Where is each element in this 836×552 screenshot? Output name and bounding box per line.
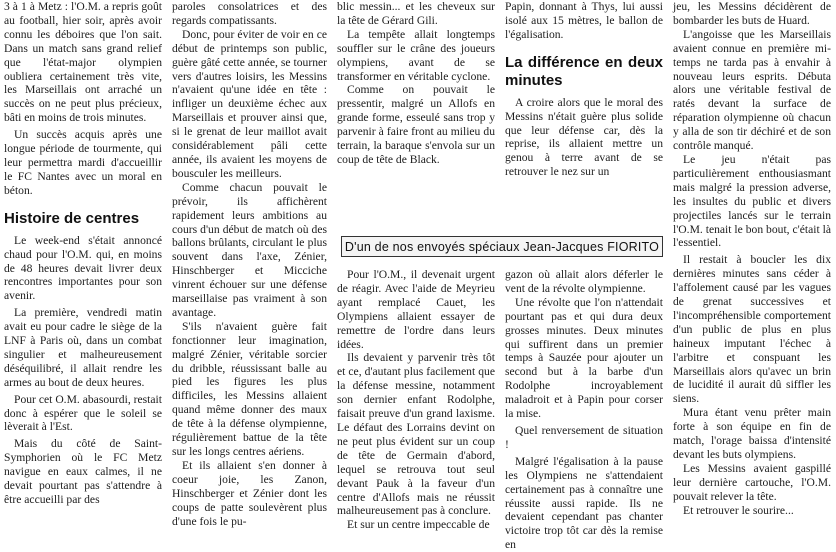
- paragraph: Et retrouver le sourire...: [683, 503, 794, 517]
- paragraph: S'ils n'avaient guère fait fonctionner leur imagination, malgré Zénier, véritable sorcier du dribble, réussissant balle au pied les figures les plus difficiles, les Messins allaient quand même donner des maux de tête à la défense olympienne, régulièrement battue de la tête sur les longs centres aériens.: [172, 319, 327, 458]
- paragraph: blic messin... et les cheveux sur la tête de Gérard Gili.: [337, 0, 495, 27]
- article-column-2: [172, 0, 327, 528]
- paragraph: Et sur un centre impeccable de: [347, 518, 490, 532]
- article-column-3: [337, 0, 495, 167]
- paragraph: paroles consolatrices et des regards compatissants.: [172, 0, 327, 27]
- paragraph: gazon où allait alors déferler le vent de la révolte olympienne.: [505, 268, 663, 295]
- paragraph: Ils devaient y parvenir très tôt et ce, d'autant plus facilement que la défense messine, notamment son dernier enfant Rodolphe, faisait preuve d'un grand laxisme. Le défaut des Lorrains devint on ne peut plus évident sur un coup de tête de Germain d'abord, lequel se retrouva tout seul devant Pauk à la faveur d'un centre d'Allofs mais ne réussit malheureusement pas à conclure.: [337, 351, 495, 518]
- paragraph: Quel renversement de situation !: [505, 423, 663, 451]
- paragraph: jeu, les Messins décidèrent de bombarder les buts de Huard.: [673, 0, 831, 27]
- paragraph: Pour l'O.M., il devenait urgent de réagir. Avec l'aide de Meyrieu ayant remplacé Cauet, les Olympiens allaient essayer de remettre de l'ordre dans leurs idées.: [337, 268, 495, 351]
- paragraph: La première, vendredi matin avait eu pour cadre le siège de la LNF à Paris où, dans un combat singulier et malheureusement déséquilibré, il allait rendre les armes au bout de deux heures.: [4, 306, 162, 389]
- lead-paragraph: 3 à 1 à Metz : l'O.M. a repris goût au football, hier soir, après avoir connu les déboires que l'on sait. Dans un match sans grand relief que l'état-major olympien oubliera certainement très vite, les Marseillais ont arraché un succès on ne peut plus précieux, bâti en moins de trois minutes.: [4, 0, 162, 125]
- paragraph: Il restait à boucler les dix dernières minutes sans céder à l'affolement causé par les vagues de grenat successives et l'incompréhensible comportement d'un public de plus en plus haineux imputant l'échec à l'arbitre et conspuant les Marseillais alors qu'avec un brin de lucidité il aurait dû siffler les siens.: [673, 253, 831, 406]
- paragraph: Pour cet O.M. abasourdi, restait donc à espérer que le soleil se lèverait à l'Est.: [4, 392, 162, 434]
- paragraph: Et ils allaient s'en donner à coeur joie, les Zanon, Hinschberger et Zénier dont les coups de patte soulevèrent plus d'une fois le pu-: [172, 458, 327, 528]
- section-heading: La différence en deux minutes: [505, 53, 663, 89]
- paragraph: Donc, pour éviter de voir en ce début de printemps son public, guère gâté cette année, se tourner vers d'autres loisirs, les Messins n'avaient qu'une idée en tête : infliger un deuxième échec aux Marseillais et prouver ainsi que, si le grenat de leur maillot avait considérablement pâli cette année, ils avaient les moyens de bousculer les meilleurs.: [172, 27, 327, 180]
- article-column-4: [505, 0, 663, 179]
- paragraph: Une révolte que l'on n'attendait pourtant pas et qui dura deux grosses minutes. Deux minutes qui suffirent dans un premier temps à Sauzée pour ajouter un second but à la barbe d'un Rodolphe incroyablement maladroit et à Papin pour corser la mise.: [505, 295, 663, 421]
- paragraph: La tempête allait longtemps souffler sur le crâne des joueurs olympiens, avant de se transformer en véritable cyclone.: [337, 27, 495, 83]
- article-column-1: [4, 0, 162, 507]
- paragraph: Le week-end s'était annoncé chaud pour l'O.M. qui, en moins de 48 heures devait livrer deux rencontres importantes pour son avenir.: [4, 233, 162, 303]
- paragraph: Malgré l'égalisation à la pause les Olympiens ne s'attendaient certainement pas à connaître une réussite aussi rapide. Ils ne devaient cependant pas chanter victoire trop tôt car dès la remise en: [505, 454, 663, 552]
- paragraph: Le jeu n'était pas particulièrement enthousiasmant mais malgré la pression adverse, les insultes du public et divers projectiles lancés sur le terrain l'O.M. tenait le bon bout, c'était là l'essentiel.: [673, 152, 831, 250]
- paragraph: A croire alors que le moral des Messins n'était guère plus solide que leur défense car, dès la reprise, ils allaient mettre un genou à terre avant de se retrouver le nez sur un: [505, 95, 663, 179]
- paragraph: Mais du côté de Saint-Symphorien où le FC Metz navigue en eaux calmes, il ne devait pourtant pas s'attendre à être accueilli par des: [4, 437, 162, 506]
- paragraph: Comme on pouvait le pressentir, malgré un Allofs en grande forme, esseulé sans trop y parvenir à faire front au milieu du terrain, la baraque s'envola sur un coup de tête de Black.: [337, 83, 495, 166]
- author-byline: D'un de nos envoyés spéciaux Jean-Jacques FIORITO: [341, 236, 663, 257]
- paragraph: Papin, donnant à Thys, lui aussi isolé aux 15 mètres, le ballon de l'égalisation.: [505, 0, 663, 41]
- section-heading: Histoire de centres: [4, 209, 140, 227]
- paragraph: L'angoisse que les Marseillais avaient connue en première mi-temps ne tarda pas à envahir à nouveau leurs esprits. Débuta alors une véritable festival de ratés devant la surface de réparation olympienne où chacun y alla de son tir déchiré et de son contrôle manqué.: [673, 27, 831, 153]
- article-column-5: [673, 0, 831, 518]
- paragraph: Mura étant venu prêter main forte à son équipe en fin de match, l'orage baissa d'intensité devant les buts olympiens.: [673, 406, 831, 461]
- paragraph: Les Messins avaient gaspillé leur dernière cartouche, l'O.M. pouvait relever la tête.: [673, 461, 831, 503]
- paragraph: Un succès acquis après une longue période de tourmente, qui leur permettra mardi d'accueillir le FC Nantes avec un moral en béton.: [4, 128, 162, 197]
- article-column-3-lower: [337, 268, 495, 532]
- article-column-4-lower: [505, 268, 663, 552]
- paragraph: Comme chacun pouvait le prévoir, ils affichèrent rapidement leurs ambitions au cours d'un début de match où des ballons brûlants, circulant le plus souvent dans l'axe, Zénier, Hinschberger et Micciche vinrent échouer sur une défense marseillaise pas vraiment à son avantage.: [172, 180, 327, 319]
